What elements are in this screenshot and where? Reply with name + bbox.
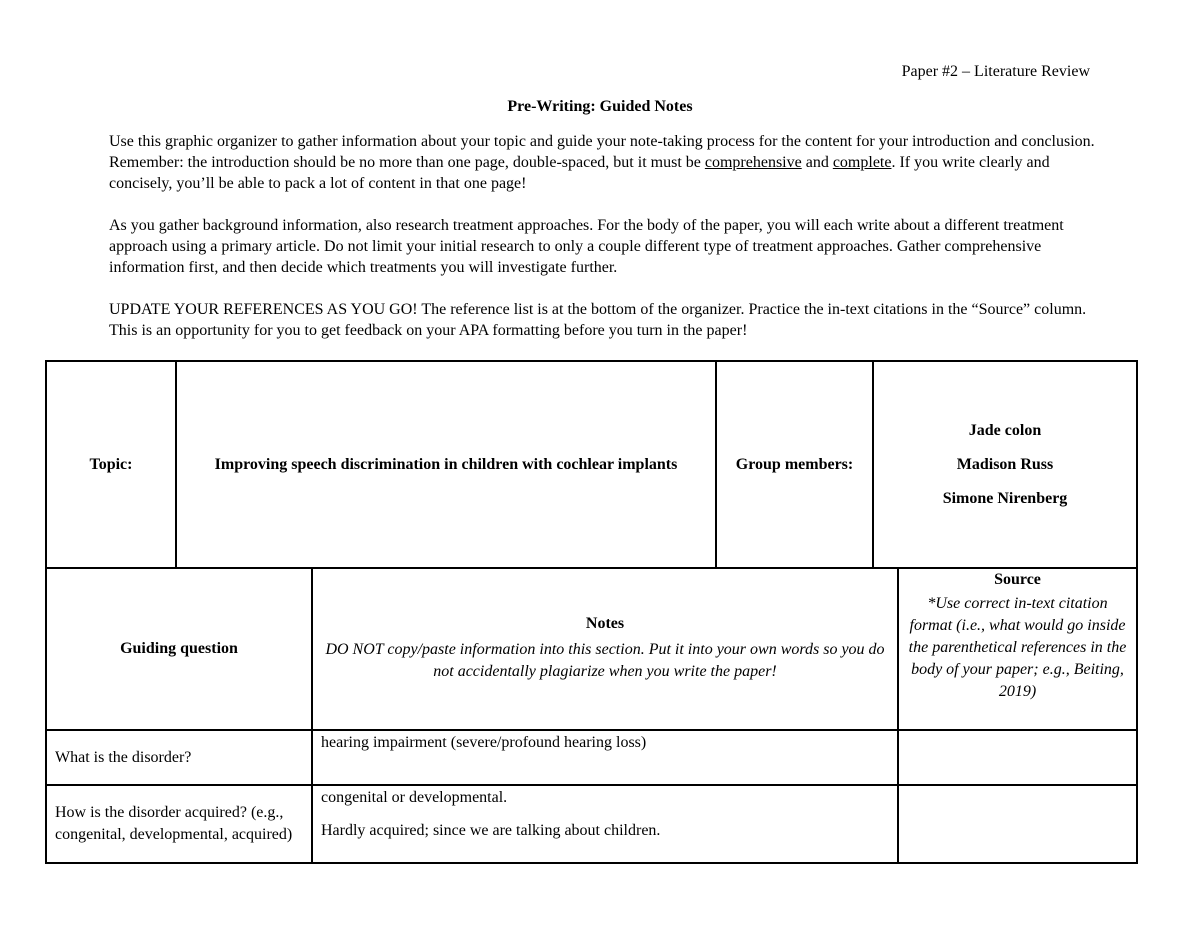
guided-notes-table [45,567,1138,864]
topic-row [46,361,1137,568]
notes-line: hearing impairment (severe/profound hearing loss) [321,734,647,751]
intro-p1-text-a: Use this graphic organizer to gather information about your topic and guide your note-taking process for the content for your introduction and conclusion. Remember: the introduction should be no more than one page, double-spaced, but it must be [109,133,1095,171]
page-title: Pre-Writing: Guided Notes [507,98,693,115]
intro-paragraph-3: UPDATE YOUR REFERENCES AS YOU GO! The reference list is at the bottom of the organizer. Practice the in-text citations in the “Source” column. This is an opportunity for you to get feedback on your APA formatting before you turn in the paper! [109,301,1087,339]
topic-label: Topic: [46,361,176,568]
group-member: Madison Russ [956,455,1054,473]
underlined-comprehensive: comprehensive [704,154,802,171]
source-header-title: Source [994,571,1041,588]
table-row [46,730,1137,785]
guiding-question-header: Guiding question [46,568,312,730]
guiding-question-cell: What is the disorder? [46,730,312,785]
header-row [46,568,1137,730]
group-member: Jade colon [968,421,1042,439]
course-label: Paper #2 – Literature Review [901,63,1090,80]
intro-p1-text-c: . If you write clearly and concisely, you’ll be able to pack a lot of content in that one page! [109,154,1050,192]
group-members-label: Group members: [716,361,873,568]
intro-p1-text-b: and [801,154,833,171]
notes-cell[interactable] [312,785,898,863]
source-cell[interactable] [898,730,1137,785]
notes-line: congenital or developmental. [321,789,508,806]
notes-cell[interactable] [312,730,898,785]
intro-paragraph-2: As you gather background information, also research treatment approaches. For the body of the paper, you will each write about a different treatment approach using a primary article. Do not limit your initial research to only a couple different type of treatment approaches. Gather comprehensive information first, and then decide which treatments you will investigate further. [109,217,1064,276]
group-members-cell[interactable] [873,361,1137,568]
source-header-instruction: *Use correct in-text citation format (i.e., what would go inside the parenthetical references in the body of your paper; e.g., Beiting, 2019) [908,595,1127,700]
source-cell[interactable] [898,785,1137,863]
notes-header [312,568,898,730]
table-row [46,785,1137,863]
intro-paragraph-1 [109,131,1099,194]
topic-table [45,360,1138,569]
notes-header-title: Notes [585,615,625,632]
notes-line: Hardly acquired; since we are talking about children. [321,822,661,839]
group-member: Simone Nirenberg [942,489,1068,507]
underlined-complete: complete [832,154,892,171]
topic-value[interactable]: Improving speech discrimination in children with cochlear implants [176,361,716,568]
guiding-question-cell: How is the disorder acquired? (e.g., congenital, developmental, acquired) [46,785,312,863]
notes-header-instruction: DO NOT copy/paste information into this section. Put it into your own words so you do not accidentally plagiarize when you write the paper! [325,641,885,680]
source-header [898,568,1137,730]
